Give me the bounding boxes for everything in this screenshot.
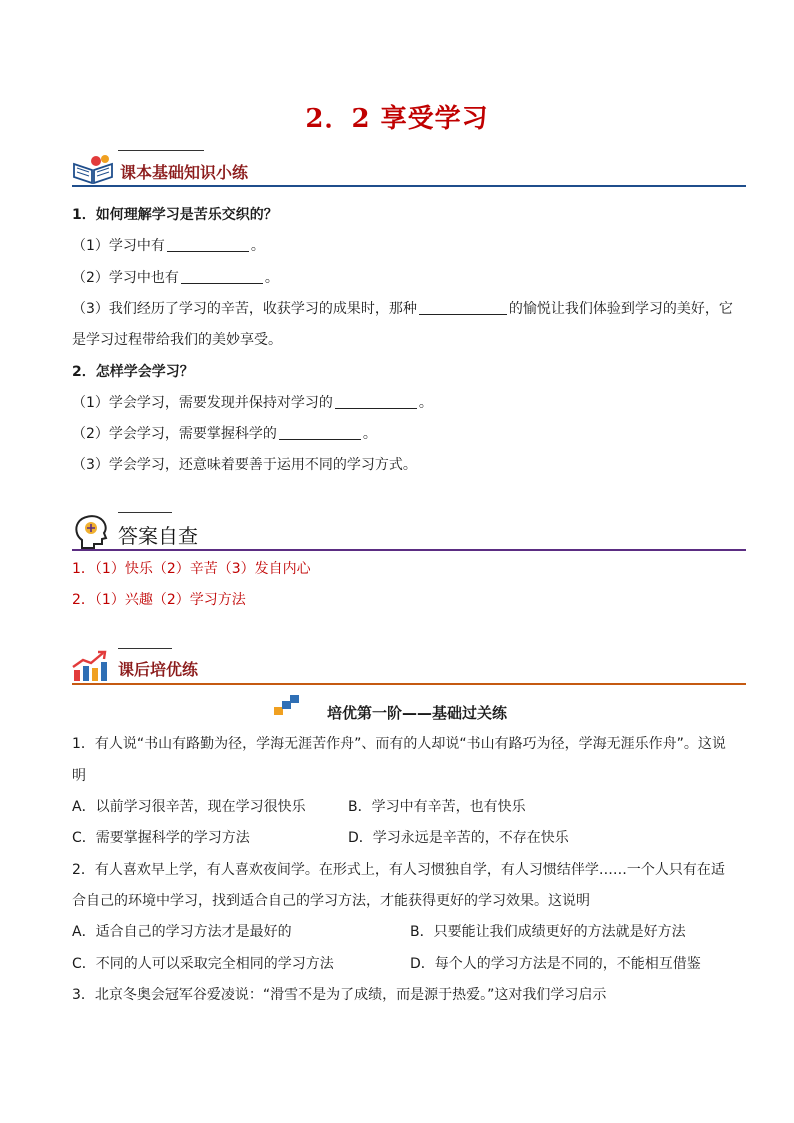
text: （1）学习中有 (72, 238, 165, 254)
section-heading: 答案自查 (118, 524, 198, 548)
sub-heading-text: 培优第一阶——基础过关练 (326, 704, 507, 722)
section-header-after-class (72, 648, 746, 686)
blank (167, 237, 249, 252)
section-heading: 课后培优练 (118, 660, 199, 679)
exercise-1-cont: 明 (72, 768, 86, 784)
section-heading: 课本基础知识小练 (120, 163, 249, 182)
question-1-1 (72, 236, 265, 256)
sub-heading (20, 702, 794, 723)
exercise-1-option-c: C．需要掌握科学的学习方法 (72, 830, 250, 846)
section-header-answer-check (72, 512, 746, 552)
exercise-1-option-b: B．学习中有辛苦，也有快乐 (348, 799, 526, 815)
question-1: 1．如何理解学习是苦乐交织的？ (72, 207, 278, 223)
text: 的愉悦让我们体验到学习的美好，它 (508, 301, 733, 317)
exercise-2-option-d: D．每个人的学习方法是不同的，不能相互借鉴 (410, 956, 701, 972)
answer-1: 1．（1）快乐（2）辛苦（3）发自内心 (72, 561, 311, 577)
text: （1）学会学习，需要发现并保持对学习的 (72, 395, 333, 411)
exercise-1-option-d: D．学习永远是辛苦的，不存在快乐 (348, 830, 569, 846)
header-top-line (118, 648, 172, 649)
growth-chart-icon (72, 650, 108, 682)
text: （2）学会学习，需要掌握科学的 (72, 426, 277, 442)
answer-2: 2．（1）兴趣（2）学习方法 (72, 592, 246, 608)
text: （2）学习中也有 (72, 270, 179, 286)
blank (181, 269, 263, 284)
question-2-3: （3）学会学习，还意味着要善于运用不同的学习方式。 (72, 457, 417, 473)
question-1-3 (72, 299, 733, 319)
blank (279, 425, 361, 440)
header-top-line (118, 150, 204, 151)
question-1-2 (72, 268, 279, 288)
page-title: 2．2 享受学习 (305, 104, 489, 134)
exercise-2-option-b: B．只要能让我们成绩更好的方法就是好方法 (410, 924, 686, 940)
text: （3）我们经历了学习的辛苦，收获学习的成果时，那种 (72, 301, 417, 317)
text: 。 (250, 238, 265, 254)
exercise-2-cont: 合自己的环境中学习，找到适合自己的学习方法，才能获得更好的学习效果。这说明 (72, 893, 590, 909)
exercise-3: 3．北京冬奥会冠军谷爱凌说：“滑雪不是为了成绩，而是源于热爱。”这对我们学习启示 (72, 987, 607, 1003)
blank (335, 394, 417, 409)
section-baseline (72, 549, 746, 551)
header-top-line (118, 512, 172, 513)
exercise-2: 2．有人喜欢早上学，有人喜欢夜间学。在形式上，有人习惯独自学，有人习惯结伴学……一个人只有在适 (72, 862, 725, 878)
head-thinking-icon (74, 514, 108, 550)
exercise-2-option-a: A．适合自己的学习方法才是最好的 (72, 924, 292, 940)
section-baseline (72, 683, 746, 685)
exercise-1-option-a: A．以前学习很辛苦，现在学习很快乐 (72, 799, 306, 815)
question-2: 2．怎样学会学习？ (72, 364, 194, 380)
question-2-1 (72, 393, 433, 413)
text: 。 (264, 270, 279, 286)
section-header-textbook-practice (72, 150, 746, 188)
question-1-3-cont: 是学习过程带给我们的美妙享受。 (72, 332, 282, 348)
question-2-2 (72, 424, 377, 444)
book-icon (72, 154, 114, 184)
section-baseline (72, 185, 746, 187)
exercise-2-option-c: C．不同的人可以采取完全相同的学习方法 (72, 956, 334, 972)
blank (419, 300, 507, 315)
text: 。 (362, 426, 377, 442)
exercise-1: 1．有人说“书山有路勤为径，学海无涯苦作舟”、而有的人却说“书山有路巧为径，学海无涯乐作舟”。这说 (72, 736, 726, 752)
text: 。 (418, 395, 433, 411)
